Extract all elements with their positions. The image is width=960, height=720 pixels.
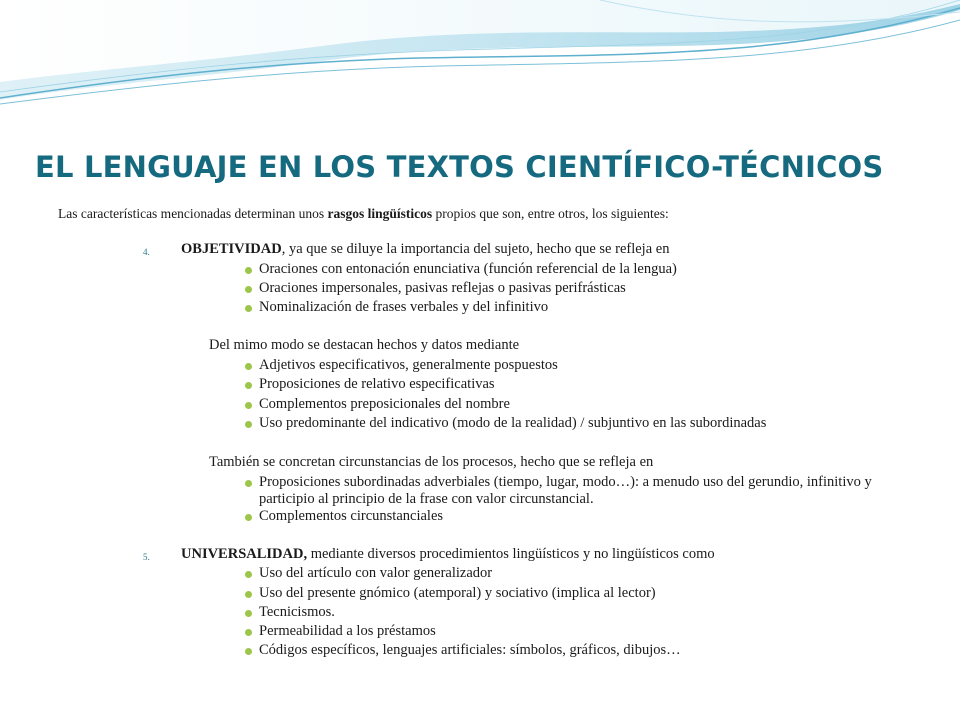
bullet-icon (245, 382, 252, 389)
list-item: Códigos específicos, lenguajes artificiales: símbolos, gráficos, dibujos… (259, 642, 681, 658)
bullet-icon (245, 421, 252, 428)
section-5-heading-rest: mediante diversos procedimientos lingüísticos y no lingüísticos como (307, 546, 715, 562)
section-5-heading-line (181, 546, 715, 563)
section-4-heading-line (181, 241, 669, 258)
list-item: Oraciones impersonales, pasivas reflejas o pasivas perifrásticas (259, 280, 626, 296)
list-item: Uso del artículo con valor generalizador (259, 565, 493, 581)
page-title: EL LENGUAJE EN LOS TEXTOS CIENTÍFICO-TÉCNICOS (35, 150, 884, 184)
section-4-heading-rest: , ya que se diluye la importancia del sujeto, hecho que se refleja en (281, 241, 670, 257)
section-4-number: 4. (143, 247, 150, 257)
section-5-heading: UNIVERSALIDAD, (181, 546, 308, 562)
bullet-icon (245, 514, 252, 521)
list-item: Proposiciones de relativo especificativas (259, 376, 495, 392)
list-item: Oraciones con entonación enunciativa (función referencial de la lengua) (259, 261, 677, 277)
bullet-icon (245, 363, 252, 370)
bullet-icon (245, 286, 252, 293)
bullet-icon (245, 402, 252, 409)
list-item: Proposiciones subordinadas adverbiales (tiempo, lugar, modo…): a menudo uso del gerundio, infinitivo y participio al principio de la frase con valor circunstancial. (259, 474, 872, 507)
intro-text (58, 206, 938, 222)
subheading: También se concretan circunstancias de los procesos, hecho que se refleja en (209, 454, 654, 470)
intro-text-before: Las características mencionadas determinan unos (58, 206, 328, 221)
intro-text-bold: rasgos lingüísticos (327, 206, 433, 221)
bullet-icon (245, 305, 252, 312)
list-item: Complementos circunstanciales (259, 508, 444, 524)
header-wave-decoration (0, 0, 960, 130)
bullet-icon (245, 610, 252, 617)
intro-text-after: propios que son, entre otros, los siguientes: (432, 206, 669, 221)
bullet-icon (245, 571, 252, 578)
subheading: Del mimo modo se destacan hechos y datos mediante (209, 337, 520, 353)
bullet-icon (245, 648, 252, 655)
list-item: Nominalización de frases verbales y del infinitivo (259, 299, 549, 315)
list-item: Uso predominante del indicativo (modo de la realidad) / subjuntivo en las subordinadas (259, 415, 767, 431)
list-item: Complementos preposicionales del nombre (259, 396, 510, 412)
list-item: Permeabilidad a los préstamos (259, 623, 436, 639)
section-5-number: 5. (143, 552, 150, 562)
list-item: Uso del presente gnómico (atemporal) y sociativo (implica al lector) (259, 585, 656, 601)
bullet-icon (245, 267, 252, 274)
list-item: Tecnicismos. (259, 604, 335, 620)
bullet-icon (245, 480, 252, 487)
section-4-heading: OBJETIVIDAD (181, 241, 282, 257)
bullet-icon (245, 629, 252, 636)
bullet-icon (245, 591, 252, 598)
list-item: Adjetivos especificativos, generalmente pospuestos (259, 357, 558, 373)
